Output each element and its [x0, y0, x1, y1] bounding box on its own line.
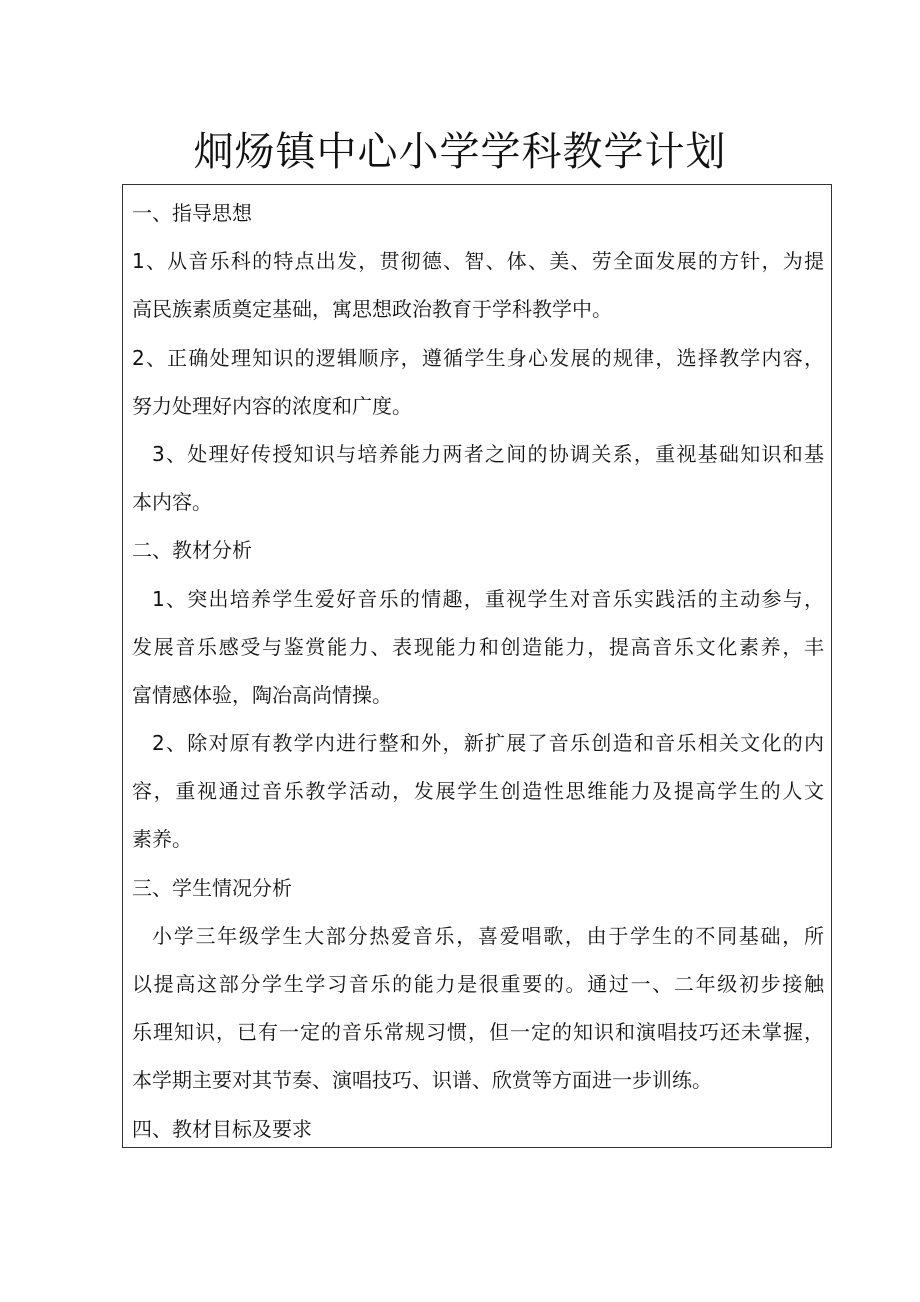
text-line: 本内容。 [132, 490, 212, 515]
document-body [132, 189, 824, 1153]
text-line: 1、突出培养学生爱好音乐的情趣，重视学生对音乐实践活的主动参与， [152, 586, 824, 611]
text-line: 本学期主要对其节奏、演唱技巧、识谱、欣赏等方面进一步训练。 [132, 1068, 712, 1093]
text-line: 以提高这部分学生学习音乐的能力是很重要的。通过一、二年级初步接触 [132, 972, 824, 996]
text-line: 2、正确处理知识的逻辑顺序，遵循学生身心发展的规律，选择教学内容， [132, 345, 824, 370]
text-line: 3、处理好传授知识与培养能力两者之间的协调关系，重视基础知识和基 [152, 441, 824, 466]
text-line: 一、指导思想 [132, 201, 252, 225]
text-line: 2、除对原有教学内进行整和外，新扩展了音乐创造和音乐相关文化的内 [152, 731, 824, 756]
text-line: 素养。 [132, 827, 192, 852]
page-title: 炯炀镇中心小学学科教学计划 [193, 129, 727, 175]
text-line: 高民族素质奠定基础，寓思想政治教育于学科教学中。 [132, 297, 612, 322]
text-line: 1、从音乐科的特点出发，贯彻德、智、体、美、劳全面发展的方针，为提 [132, 249, 824, 274]
text-line: 容，重视通过音乐教学活动，发展学生创造性思维能力及提高学生的人文 [132, 779, 824, 804]
text-line: 二、教材分析 [132, 538, 252, 563]
text-line: 发展音乐感受与鉴赏能力、表现能力和创造能力，提高音乐文化素养，丰 [132, 634, 824, 659]
text-line: 富情感体验，陶冶高尚情操。 [132, 682, 392, 707]
text-line: 努力处理好内容的浓度和广度。 [132, 393, 412, 418]
content-frame [122, 184, 832, 1148]
text-line: 小学三年级学生大部分热爱音乐，喜爱唱歌，由于学生的不同基础，所 [152, 923, 824, 948]
text-line: 四、教材目标及要求 [132, 1116, 312, 1141]
text-line: 三、学生情况分析 [132, 875, 292, 900]
text-line: 乐理知识，已有一定的音乐常规习惯，但一定的知识和演唱技巧还未掌握， [132, 1020, 824, 1045]
